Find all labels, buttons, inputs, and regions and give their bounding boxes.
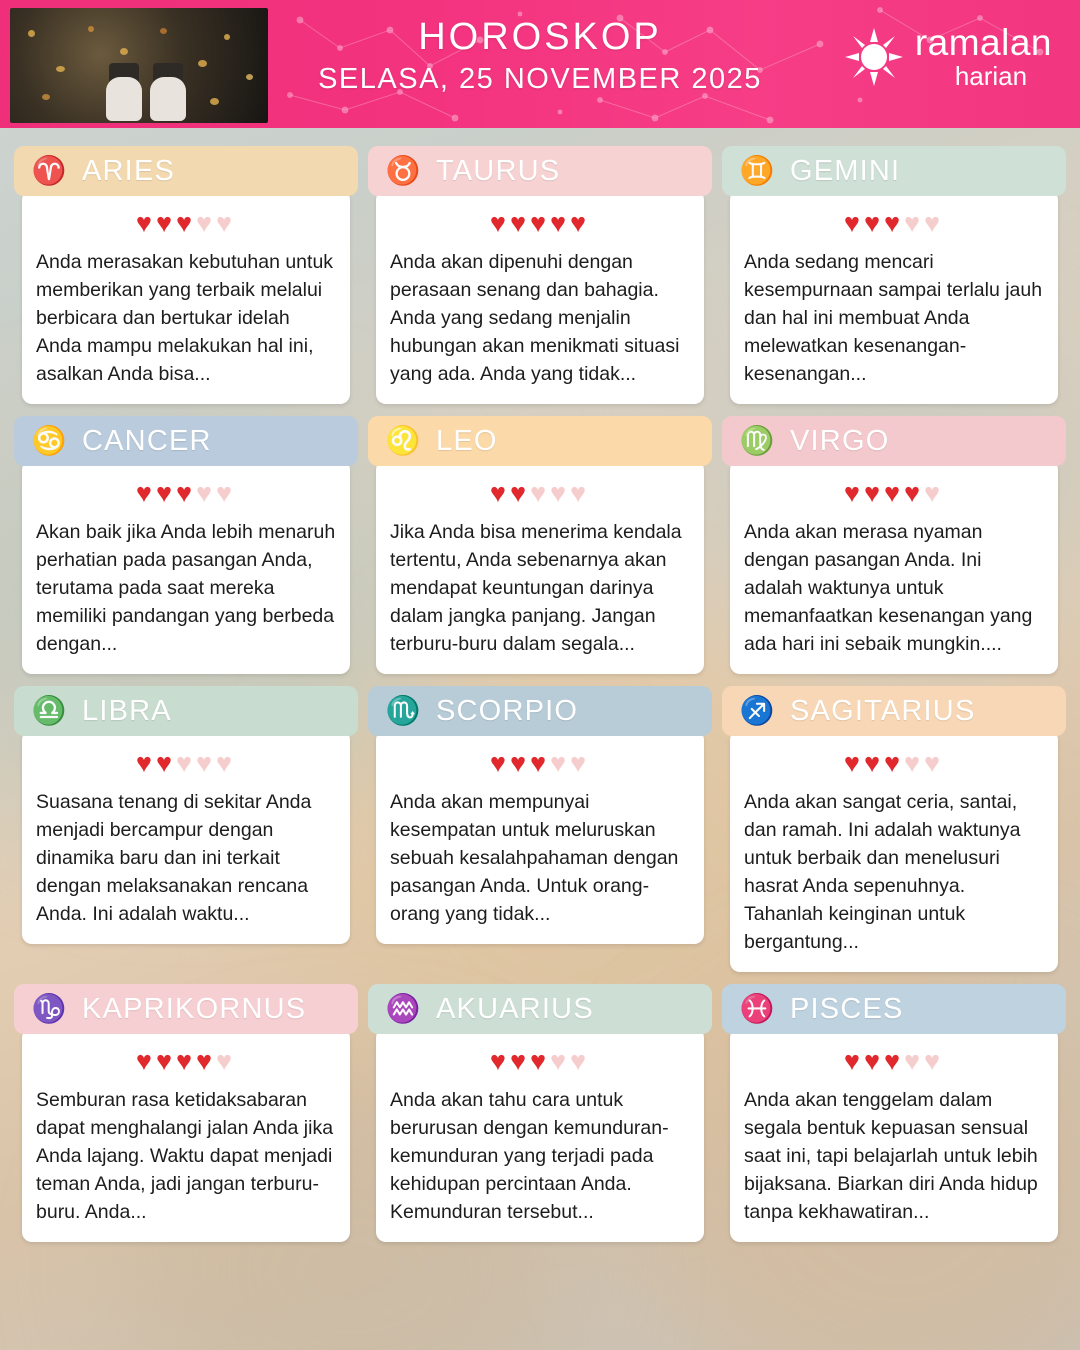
page-title: HOROSKOP (418, 16, 662, 58)
sign-name: LIBRA (82, 694, 172, 727)
sign-name: VIRGO (790, 424, 890, 457)
sign-card[interactable] (722, 416, 1066, 674)
sign-forecast-text: Anda sedang mencari kesempurnaan sampai terlalu jauh dan hal ini membuat Anda melewatkan kesenangan-kesenangan... (744, 251, 1043, 385)
heart-filled-icon: ♥ (489, 1046, 510, 1076)
cancer-crab-icon: ♋ (31, 425, 67, 456)
love-rating (390, 1046, 690, 1076)
sign-forecast-text: Semburan rasa ketidaksabaran dapat menghalangi jalan Anda jika Anda lajang. Waktu dapat menjadi teman Anda, jadi jangan terburu-buru. Anda... (36, 1089, 334, 1223)
heart-empty-icon: ♥ (216, 478, 237, 508)
sign-name: CANCER (82, 424, 212, 457)
scorpio-scorpion-icon: ♏ (385, 695, 421, 726)
heart-filled-icon: ♥ (529, 208, 551, 238)
heart-filled-icon: ♥ (843, 1046, 864, 1076)
sign-forecast-text: Suasana tenang di sekitar Anda menjadi bercampur dengan dinamika baru dan ini terkait dengan melaksanakan rencana Anda. Ini adalah waktu... (36, 791, 312, 925)
sign-header (14, 416, 358, 466)
love-rating (36, 748, 336, 778)
sign-header (368, 984, 712, 1034)
sign-name: SAGITARIUS (790, 694, 976, 727)
virgo-maiden-icon: ♍ (739, 425, 775, 456)
sign-name: KAPRIKORNUS (82, 992, 307, 1025)
love-rating (390, 748, 690, 778)
heart-filled-icon: ♥ (196, 1046, 217, 1076)
sign-header (368, 686, 712, 736)
sign-body (22, 460, 350, 674)
heart-filled-icon: ♥ (529, 1046, 551, 1076)
heart-filled-icon: ♥ (135, 478, 156, 508)
sign-name: LEO (436, 424, 498, 457)
heart-empty-icon: ♥ (216, 1046, 237, 1076)
sign-body (22, 730, 350, 944)
heart-filled-icon: ♥ (135, 208, 156, 238)
heart-empty-icon: ♥ (216, 208, 237, 238)
heart-filled-icon: ♥ (509, 208, 530, 238)
sign-name: TAURUS (436, 154, 561, 187)
heart-filled-icon: ♥ (509, 748, 530, 778)
sign-body (730, 1028, 1058, 1242)
heart-empty-icon: ♥ (570, 748, 591, 778)
sign-card[interactable] (14, 146, 358, 404)
heart-filled-icon: ♥ (489, 748, 510, 778)
heart-filled-icon: ♥ (863, 208, 884, 238)
taurus-bull-icon: ♉ (385, 155, 421, 186)
sign-card[interactable] (368, 686, 712, 972)
heart-filled-icon: ♥ (155, 478, 176, 508)
sign-card[interactable] (14, 416, 358, 674)
heart-filled-icon: ♥ (883, 1046, 905, 1076)
sagittarius-bow-icon: ♐ (739, 695, 775, 726)
sign-header (14, 146, 358, 196)
sign-forecast-text: Jika Anda bisa menerima kendala tertentu, Anda sebenarnya akan mendapat keuntungan darinya dalam jangka panjang. Jangan terburu-buru dalam segala... (390, 521, 682, 655)
heart-filled-icon: ♥ (155, 1046, 176, 1076)
love-rating (744, 1046, 1044, 1076)
heart-empty-icon: ♥ (570, 478, 591, 508)
sign-forecast-text: Akan baik jika Anda lebih menaruh perhatian pada pasangan Anda, terutama pada saat mereka memiliki pandangan yang berbeda dengan... (36, 521, 336, 655)
heart-filled-icon: ♥ (489, 478, 510, 508)
heart-filled-icon: ♥ (863, 1046, 884, 1076)
heart-empty-icon: ♥ (196, 208, 217, 238)
sign-header (14, 686, 358, 736)
sign-forecast-text: Anda akan tahu cara untuk berurusan dengan kemunduran-kemunduran yang terjadi pada kehidupan percintaan Anda. Kemunduran tersebut... (390, 1089, 669, 1223)
sign-card[interactable] (722, 984, 1066, 1242)
love-rating (744, 748, 1044, 778)
heart-empty-icon: ♥ (196, 478, 217, 508)
brand-name: ramalan (914, 22, 1052, 63)
capricorn-goat-icon: ♑ (31, 993, 67, 1024)
heart-empty-icon: ♥ (570, 1046, 591, 1076)
sign-forecast-text: Anda akan sangat ceria, santai, dan ramah. Ini adalah waktunya untuk berbaik dan menelusuri hasrat Anda sepenuhnya. Tahanlah keinginan untuk bergantung... (744, 791, 1021, 953)
heart-filled-icon: ♥ (843, 478, 864, 508)
heart-empty-icon: ♥ (924, 208, 945, 238)
heart-filled-icon: ♥ (529, 748, 551, 778)
leo-lion-icon: ♌ (385, 425, 421, 456)
heart-filled-icon: ♥ (883, 208, 905, 238)
heart-empty-icon: ♥ (904, 208, 925, 238)
heart-filled-icon: ♥ (843, 208, 864, 238)
heart-empty-icon: ♥ (904, 748, 925, 778)
aquarius-vessel-icon: ♒ (385, 993, 421, 1024)
heart-filled-icon: ♥ (550, 208, 571, 238)
heart-empty-icon: ♥ (550, 748, 571, 778)
heart-filled-icon: ♥ (883, 748, 905, 778)
heart-filled-icon: ♥ (843, 748, 864, 778)
sign-body (22, 190, 350, 404)
sign-header (722, 984, 1066, 1034)
sun-icon (843, 26, 905, 88)
heart-filled-icon: ♥ (863, 478, 884, 508)
heart-empty-icon: ♥ (924, 478, 945, 508)
sign-card[interactable] (14, 984, 358, 1242)
heart-filled-icon: ♥ (489, 208, 510, 238)
heart-empty-icon: ♥ (550, 478, 571, 508)
sign-body (22, 1028, 350, 1242)
heart-filled-icon: ♥ (570, 208, 591, 238)
sign-body (376, 730, 704, 944)
heart-filled-icon: ♥ (135, 748, 156, 778)
heart-filled-icon: ♥ (175, 478, 197, 508)
sign-name: ARIES (82, 154, 176, 187)
libra-scales-icon: ♎ (31, 695, 67, 726)
brand-logo (843, 24, 1052, 89)
love-rating (390, 208, 690, 238)
brand-tagline: harian (954, 61, 1028, 91)
sign-forecast-text: Anda akan merasa nyaman dengan pasangan Anda. Ini adalah waktunya untuk memanfaatkan kesenangan yang ada hari ini sebaik mungkin.... (744, 521, 1033, 655)
heart-empty-icon: ♥ (924, 748, 945, 778)
sign-card[interactable] (368, 146, 712, 404)
sign-header (722, 416, 1066, 466)
sign-card[interactable] (368, 416, 712, 674)
sign-body (730, 190, 1058, 404)
love-rating (390, 478, 690, 508)
love-rating (744, 208, 1044, 238)
sign-card[interactable] (368, 984, 712, 1242)
sign-body (730, 460, 1058, 674)
heart-filled-icon: ♥ (155, 208, 176, 238)
heart-filled-icon: ♥ (863, 748, 884, 778)
sign-name: AKUARIUS (436, 992, 594, 1025)
sign-body (730, 730, 1058, 972)
sign-header (722, 686, 1066, 736)
sign-header (14, 984, 358, 1034)
sign-name: PISCES (790, 992, 904, 1025)
heart-filled-icon: ♥ (883, 478, 905, 508)
heart-empty-icon: ♥ (550, 1046, 571, 1076)
page-header (0, 0, 1080, 128)
gemini-masks-icon: ♊ (739, 155, 775, 186)
heart-filled-icon: ♥ (175, 208, 197, 238)
heart-empty-icon: ♥ (175, 748, 197, 778)
heart-empty-icon: ♥ (924, 1046, 945, 1076)
heart-filled-icon: ♥ (904, 478, 925, 508)
heart-empty-icon: ♥ (529, 478, 551, 508)
love-rating (36, 208, 336, 238)
sign-forecast-text: Anda merasakan kebutuhan untuk memberikan yang terbaik melalui berbicara dan bertukar idelah Anda mampu melakukan hal ini, asalkan Anda bisa... (36, 251, 334, 385)
love-rating (744, 478, 1044, 508)
love-rating (36, 1046, 336, 1076)
sign-header (368, 146, 712, 196)
heart-empty-icon: ♥ (904, 1046, 925, 1076)
page-date: SELASA, 25 NOVEMBER 2025 (318, 63, 762, 95)
heart-filled-icon: ♥ (509, 1046, 530, 1076)
heart-filled-icon: ♥ (175, 1046, 197, 1076)
heart-filled-icon: ♥ (135, 1046, 156, 1076)
sign-name: GEMINI (790, 154, 901, 187)
sign-body (376, 190, 704, 404)
love-rating (36, 478, 336, 508)
sign-forecast-text: Anda akan dipenuhi dengan perasaan senang dan bahagia. Anda yang sedang menjalin hubungan akan menikmati situasi yang ada. Anda yang tidak... (390, 251, 680, 385)
heart-filled-icon: ♥ (509, 478, 530, 508)
sign-header (722, 146, 1066, 196)
sign-name: SCORPIO (436, 694, 579, 727)
sign-header (368, 416, 712, 466)
sign-body (376, 460, 704, 674)
heart-empty-icon: ♥ (196, 748, 217, 778)
pisces-fish-icon: ♓ (739, 993, 775, 1024)
sign-card[interactable] (722, 146, 1066, 404)
heart-empty-icon: ♥ (216, 748, 237, 778)
sign-forecast-text: Anda akan mempunyai kesempatan untuk meluruskan sebuah kesalahpahaman dengan pasangan Anda. Untuk orang-orang yang tidak... (390, 791, 679, 925)
sign-forecast-text: Anda akan tenggelam dalam segala bentuk kepuasan sensual saat ini, tapi belajarlah untuk lebih bijaksana. Biarkan diri Anda hidup tanpa kekhawatiran... (744, 1089, 1038, 1223)
sign-body (376, 1028, 704, 1242)
heart-filled-icon: ♥ (155, 748, 176, 778)
sign-card[interactable] (14, 686, 358, 972)
aries-ram-icon: ♈ (31, 155, 67, 186)
sign-card[interactable] (722, 686, 1066, 972)
horoscope-grid (0, 128, 1080, 1252)
